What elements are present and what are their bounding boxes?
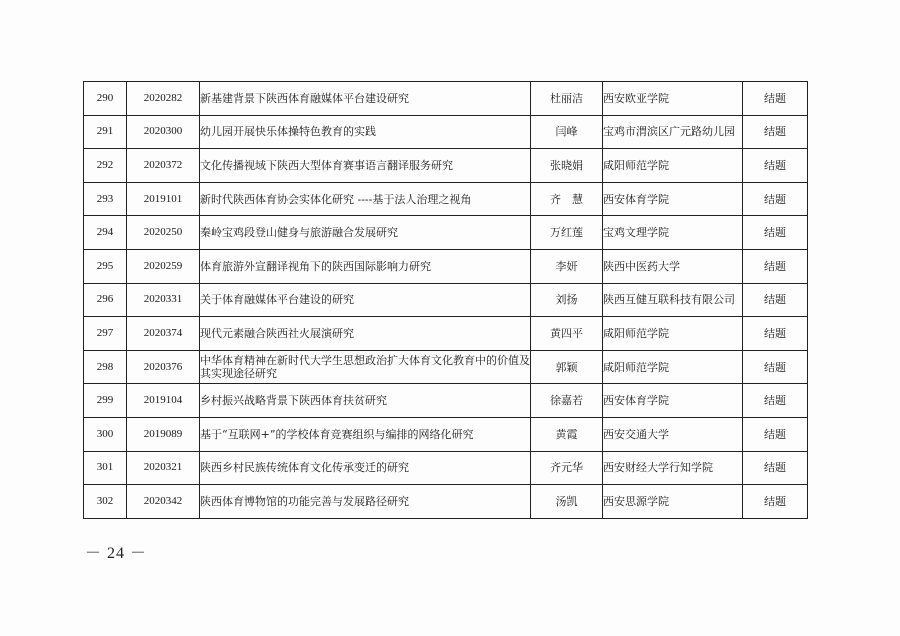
project-code: 2020372 (127, 149, 200, 183)
table-row (84, 149, 808, 183)
row-number: 296 (84, 283, 127, 317)
row-number: 299 (84, 384, 127, 418)
table-row (84, 82, 808, 116)
row-number: 291 (84, 115, 127, 149)
project-leader: 郭颖 (531, 350, 603, 384)
project-unit: 西安体育学院 (603, 384, 743, 418)
project-code: 2019101 (127, 182, 200, 216)
project-leader: 万红莲 (531, 216, 603, 250)
project-status: 结题 (743, 249, 808, 283)
project-status: 结题 (743, 115, 808, 149)
row-number: 301 (84, 451, 127, 485)
project-title: 秦岭宝鸡段登山健身与旅游融合发展研究 (200, 216, 531, 250)
project-status: 结题 (743, 417, 808, 451)
project-unit: 陕西中医药大学 (603, 249, 743, 283)
project-title: 关于体育融媒体平台建设的研究 (200, 283, 531, 317)
project-unit: 西安财经大学行知学院 (603, 451, 743, 485)
project-status: 结题 (743, 485, 808, 519)
project-table-body (84, 82, 808, 519)
project-title: 陕西体育博物馆的功能完善与发展路径研究 (200, 485, 531, 519)
project-status: 结题 (743, 283, 808, 317)
project-code: 2020282 (127, 82, 200, 116)
project-unit: 宝鸡文理学院 (603, 216, 743, 250)
row-number: 293 (84, 182, 127, 216)
project-unit: 咸阳师范学院 (603, 149, 743, 183)
project-title: 现代元素融合陕西社火展演研究 (200, 317, 531, 351)
row-number: 294 (84, 216, 127, 250)
project-status: 结题 (743, 451, 808, 485)
project-status: 结题 (743, 317, 808, 351)
project-title: 幼儿园开展快乐体操特色教育的实践 (200, 115, 531, 149)
project-code: 2020342 (127, 485, 200, 519)
project-leader: 张晓娟 (531, 149, 603, 183)
table-row (84, 283, 808, 317)
project-title: 陕西乡村民族传统体育文化传承变迁的研究 (200, 451, 531, 485)
project-table (83, 81, 808, 519)
project-status: 结题 (743, 350, 808, 384)
project-status: 结题 (743, 384, 808, 418)
table-row (84, 182, 808, 216)
project-code: 2019104 (127, 384, 200, 418)
table-row (84, 485, 808, 519)
table-row (84, 350, 808, 384)
project-code: 2020331 (127, 283, 200, 317)
project-status: 结题 (743, 216, 808, 250)
project-unit: 西安体育学院 (603, 182, 743, 216)
project-title: 文化传播视域下陕西大型体育赛事语言翻译服务研究 (200, 149, 531, 183)
row-number: 300 (84, 417, 127, 451)
table-row (84, 115, 808, 149)
project-title: 乡村振兴战略背景下陕西体育扶贫研究 (200, 384, 531, 418)
project-title: 中华体育精神在新时代大学生思想政治扩大体育文化教育中的价值及其实现途径研究 (200, 350, 531, 384)
project-title: 体育旅游外宣翻译视角下的陕西国际影响力研究 (200, 249, 531, 283)
project-title: 基于“互联网+”的学校体育竞赛组织与编排的网络化研究 (200, 417, 531, 451)
table-row (84, 417, 808, 451)
page-number: － 24 － (85, 545, 148, 562)
project-leader: 刘扬 (531, 283, 603, 317)
project-leader: 齐元华 (531, 451, 603, 485)
project-title: 新时代陕西体育协会实体化研究 ----基于法人治理之视角 (200, 182, 531, 216)
table-row (84, 384, 808, 418)
project-unit: 咸阳师范学院 (603, 350, 743, 384)
row-number: 295 (84, 249, 127, 283)
project-unit: 西安欧亚学院 (603, 82, 743, 116)
row-number: 292 (84, 149, 127, 183)
project-unit: 陕西互健互联科技有限公司 (603, 283, 743, 317)
row-number: 297 (84, 317, 127, 351)
row-number: 290 (84, 82, 127, 116)
project-code: 2020376 (127, 350, 200, 384)
project-leader: 闫峰 (531, 115, 603, 149)
project-unit: 西安思源学院 (603, 485, 743, 519)
project-leader: 齐 慧 (531, 182, 603, 216)
project-code: 2020250 (127, 216, 200, 250)
project-leader: 杜丽洁 (531, 82, 603, 116)
project-code: 2020300 (127, 115, 200, 149)
table-row (84, 317, 808, 351)
table-row (84, 216, 808, 250)
project-code: 2019089 (127, 417, 200, 451)
project-leader: 李妍 (531, 249, 603, 283)
row-number: 302 (84, 485, 127, 519)
project-unit: 咸阳师范学院 (603, 317, 743, 351)
project-unit: 西安交通大学 (603, 417, 743, 451)
project-unit: 宝鸡市渭滨区广元路幼儿园 (603, 115, 743, 149)
project-code: 2020259 (127, 249, 200, 283)
project-status: 结题 (743, 149, 808, 183)
table-row (84, 451, 808, 485)
project-status: 结题 (743, 82, 808, 116)
table-row (84, 249, 808, 283)
row-number: 298 (84, 350, 127, 384)
project-leader: 黄霞 (531, 417, 603, 451)
project-title: 新基建背景下陕西体育融媒体平台建设研究 (200, 82, 531, 116)
project-leader: 徐嘉若 (531, 384, 603, 418)
project-code: 2020374 (127, 317, 200, 351)
project-leader: 汤凯 (531, 485, 603, 519)
project-leader: 黄四平 (531, 317, 603, 351)
project-status: 结题 (743, 182, 808, 216)
project-code: 2020321 (127, 451, 200, 485)
